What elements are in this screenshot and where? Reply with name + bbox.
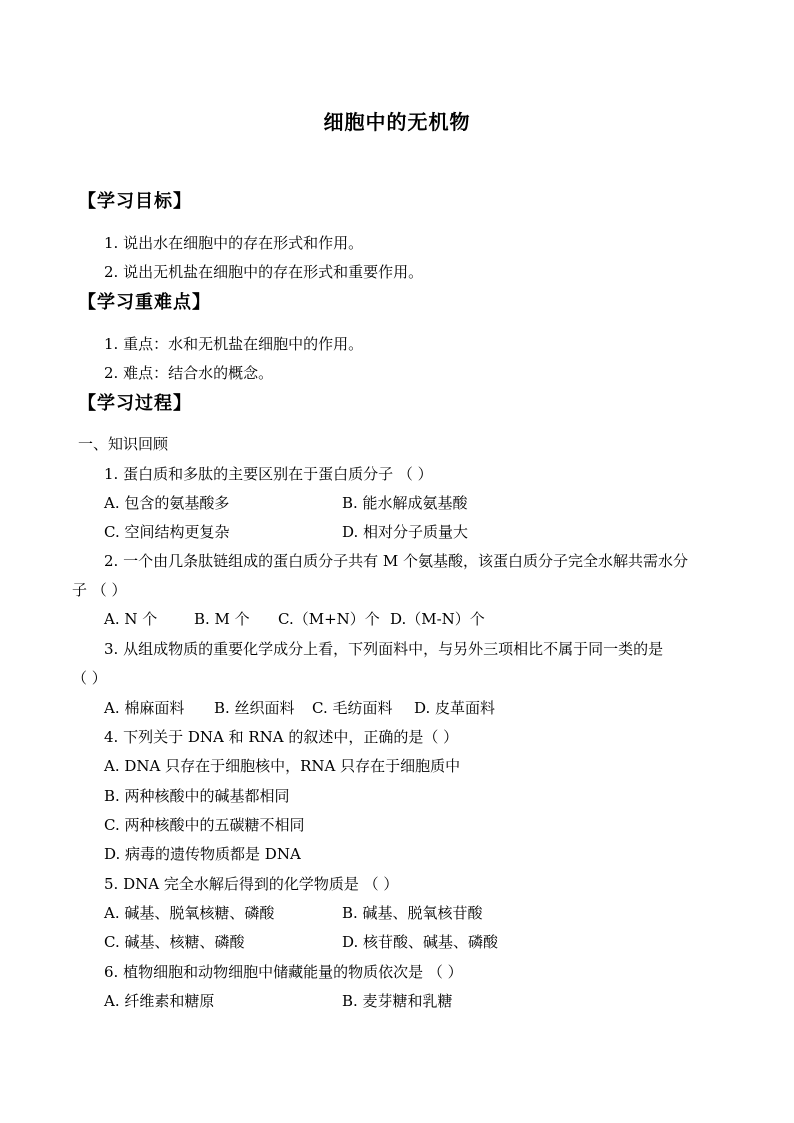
question-5-option-c: C. 碱基、核糖、磷酸 (104, 933, 245, 951)
question-4-option-c: C. 两种核酸中的五碳糖不相同 (104, 816, 305, 834)
question-3-option-a: A. 棉麻面料 (104, 699, 185, 717)
question-5-option-b: B. 碱基、脱氧核苷酸 (342, 904, 483, 922)
goal-item-2: 2. 说出无机盐在细胞中的存在形式和重要作用。 (104, 263, 424, 281)
question-5-stem: 5. DNA 完全水解后得到的化学物质是 （ ） (104, 875, 399, 893)
subheading-review: 一、知识回顾 (78, 435, 169, 453)
question-4-option-d: D. 病毒的遗传物质都是 DNA (104, 845, 301, 863)
question-2-option-c: C.（M+N）个 (278, 610, 380, 628)
question-3-option-d: D. 皮革面料 (414, 699, 496, 717)
goal-item-1: 1. 说出水在细胞中的存在形式和作用。 (104, 234, 364, 252)
section-heading-learning-goals: 【学习目标】 (78, 191, 192, 212)
page-title: 细胞中的无机物 (323, 110, 471, 134)
question-5-option-a: A. 碱基、脱氧核糖、磷酸 (104, 904, 275, 922)
question-2-option-d: D.（M-N）个 (390, 610, 485, 628)
question-3-option-b: B. 丝织面料 (214, 699, 295, 717)
section-heading-key-points: 【学习重难点】 (78, 292, 211, 313)
question-5-option-d: D. 核苷酸、碱基、磷酸 (342, 933, 499, 951)
question-4-stem: 4. 下列关于 DNA 和 RNA 的叙述中，正确的是（ ） (104, 728, 459, 746)
key-point-item-2: 2. 难点：结合水的概念。 (104, 364, 274, 382)
key-point-item-1: 1. 重点：水和无机盐在细胞中的作用。 (104, 335, 364, 353)
question-4-option-a: A. DNA 只存在于细胞核中，RNA 只存在于细胞质中 (104, 757, 461, 775)
question-2-stem-cont: 子 （ ） (72, 581, 127, 599)
question-1-option-a: A. 包含的氨基酸多 (104, 494, 230, 512)
question-2-option-a: A. N 个 (104, 610, 158, 628)
question-4-option-b: B. 两种核酸中的碱基都相同 (104, 787, 290, 805)
question-2-option-b: B. M 个 (194, 610, 250, 628)
question-6-option-b: B. 麦芽糖和乳糖 (342, 992, 453, 1010)
question-1-stem: 1. 蛋白质和多肽的主要区别在于蛋白质分子 （ ） (104, 465, 433, 483)
question-3-option-c: C. 毛纺面料 (312, 699, 393, 717)
question-3-stem-cont: （ ） (72, 669, 107, 687)
question-1-option-d: D. 相对分子质量大 (342, 523, 469, 541)
question-1-option-c: C. 空间结构更复杂 (104, 523, 230, 541)
question-2-stem: 2. 一个由几条肽链组成的蛋白质分子共有 M 个氨基酸，该蛋白质分子完全水解共需水分 (104, 552, 688, 570)
question-6-option-a: A. 纤维素和糖原 (104, 992, 215, 1010)
question-1-option-b: B. 能水解成氨基酸 (342, 494, 468, 512)
question-6-stem: 6. 植物细胞和动物细胞中储藏能量的物质依次是 （ ） (104, 963, 463, 981)
question-3-stem: 3. 从组成物质的重要化学成分上看，下列面料中，与另外三项相比不属于同一类的是 (104, 640, 664, 658)
section-heading-process: 【学习过程】 (78, 393, 192, 414)
